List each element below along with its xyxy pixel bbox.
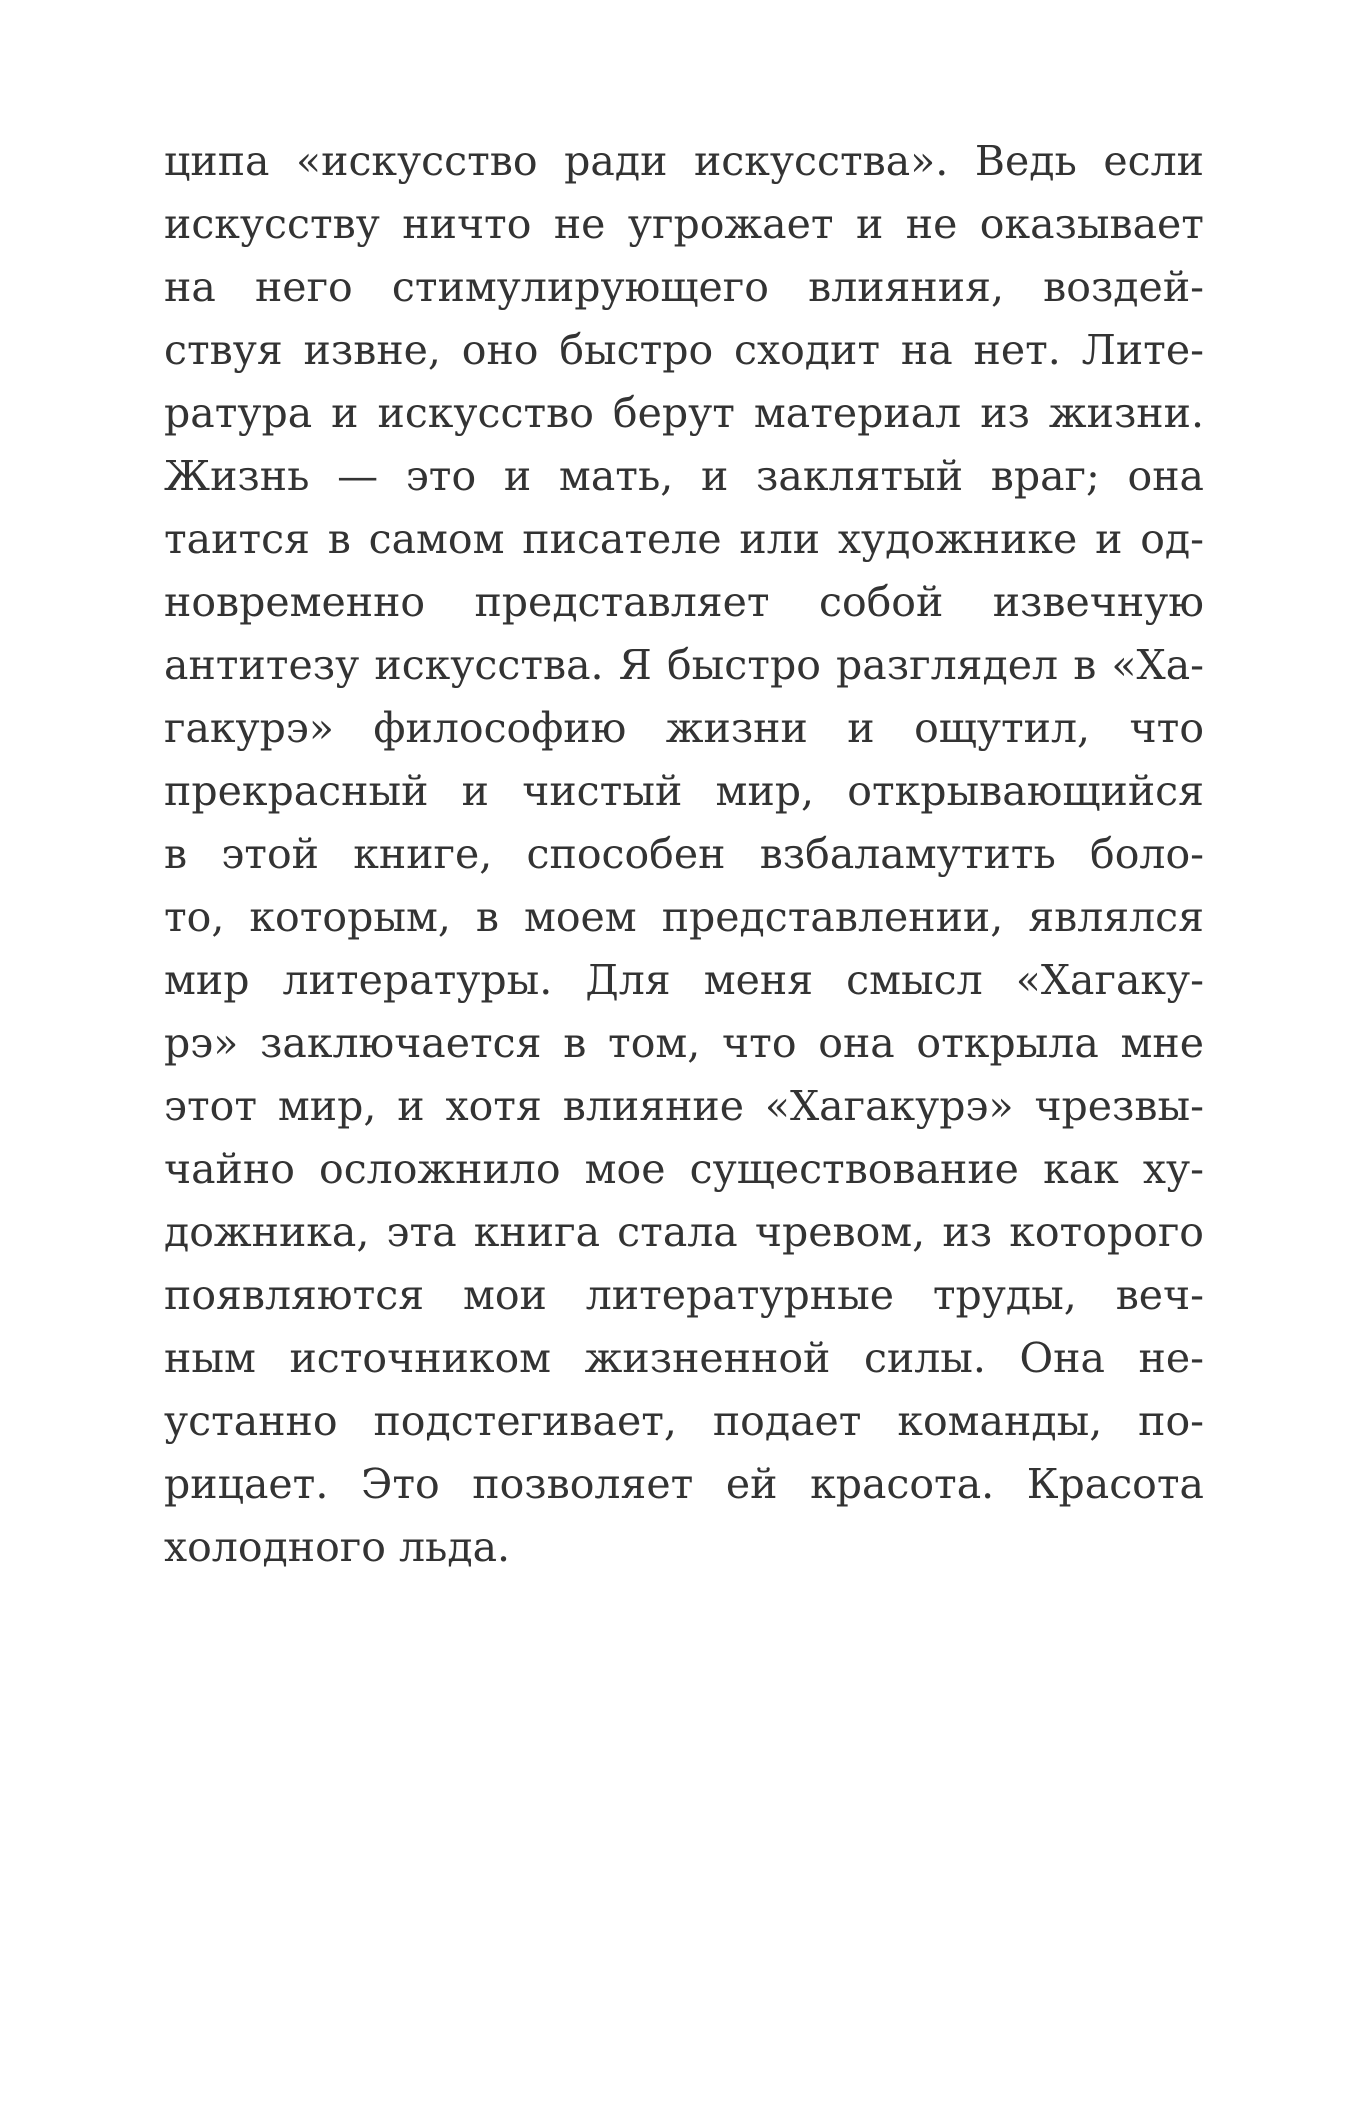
text-line: дожника, эта книга стала чревом, из которого bbox=[164, 1208, 1204, 1256]
text-line: таится в самом писателе или художнике и од- bbox=[164, 515, 1204, 563]
text-line: Жизнь — это и мать, и заклятый враг; она bbox=[164, 452, 1204, 500]
text-line: на него стимулирующего влияния, воздей- bbox=[164, 263, 1204, 311]
text-line: появляются мои литературные труды, веч- bbox=[164, 1271, 1204, 1319]
text-line: антитезу искусства. Я быстро разглядел в «Ха- bbox=[164, 641, 1204, 689]
text-line: в этой книге, способен взбаламутить боло- bbox=[164, 830, 1204, 878]
text-line: рэ» заключается в том, что она открыла мне bbox=[164, 1019, 1204, 1067]
text-line: мир литературы. Для меня смысл «Хагаку- bbox=[164, 956, 1204, 1004]
text-line: этот мир, и хотя влияние «Хагакурэ» чрезвы- bbox=[164, 1082, 1204, 1130]
text-line: ципа «искусство ради искусства». Ведь если bbox=[164, 137, 1204, 185]
text-line: устанно подстегивает, подает команды, по- bbox=[164, 1397, 1204, 1445]
text-line: ратура и искусство берут материал из жизни. bbox=[164, 389, 1204, 437]
text-line: ствуя извне, оно быстро сходит на нет. Лите- bbox=[164, 326, 1204, 374]
text-line-last: холодного льда. bbox=[164, 1523, 511, 1571]
text-line: ным источником жизненной силы. Она не- bbox=[164, 1334, 1204, 1382]
text-line: новременно представляет собой извечную bbox=[164, 578, 1204, 626]
body-paragraph bbox=[164, 130, 1204, 1579]
text-line: чайно осложнило мое существование как ху- bbox=[164, 1145, 1204, 1193]
text-line: то, которым, в моем представлении, являлся bbox=[164, 893, 1204, 941]
text-line: гакурэ» философию жизни и ощутил, что bbox=[164, 704, 1204, 752]
text-line: искусству ничто не угрожает и не оказывает bbox=[164, 200, 1204, 248]
text-line: прекрасный и чистый мир, открывающийся bbox=[164, 767, 1204, 815]
text-line: рицает. Это позволяет ей красота. Красота bbox=[164, 1460, 1204, 1508]
